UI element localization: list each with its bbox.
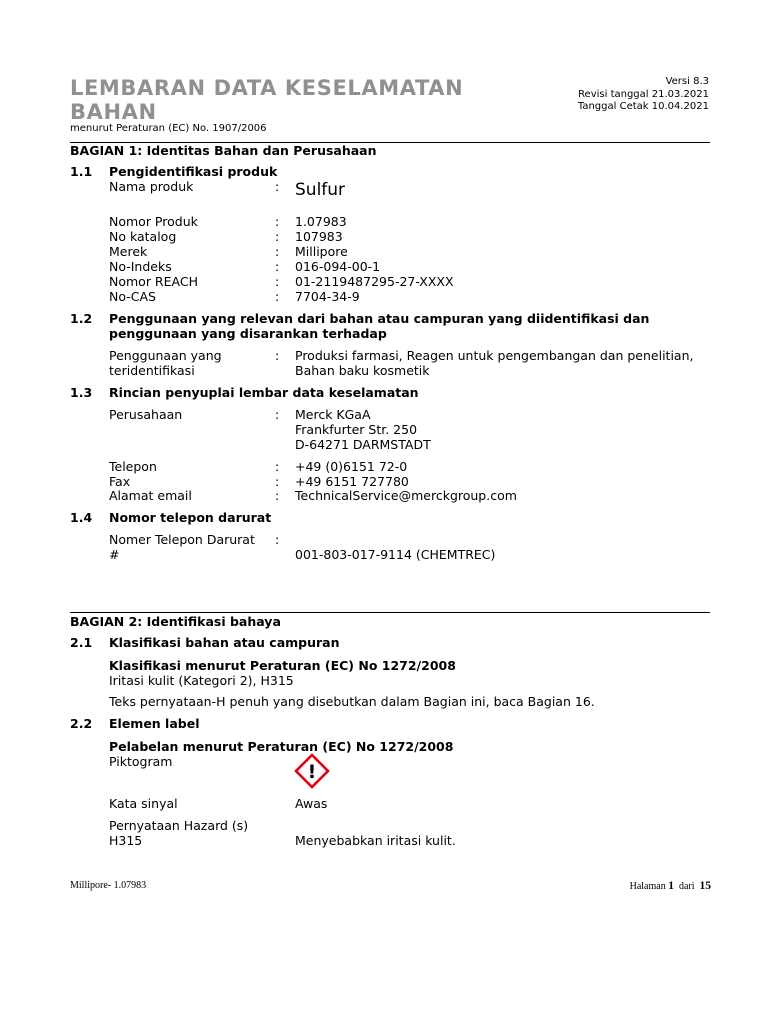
total-pages: 15 (699, 880, 711, 892)
title-line-2: BAHAN (70, 100, 157, 124)
colon: : (275, 532, 280, 547)
section-2-heading: BAGIAN 2: Identifikasi bahaya (70, 614, 281, 629)
cas-number-value: 7704-34-9 (295, 289, 360, 304)
labelling-regulation-heading: Pelabelan menurut Peraturan (EC) No 1272/2008 (109, 739, 454, 754)
colon: : (275, 179, 280, 194)
document-meta (578, 76, 709, 114)
fax-label: Fax (109, 474, 131, 489)
reach-number-label: Nomor REACH (109, 274, 198, 289)
section-2-divider (70, 612, 710, 613)
identified-use-value-line-1: Produksi farmasi, Reagen untuk pengembangan dan penelitian, (295, 348, 694, 363)
hazard-statement-label: Pernyataan Hazard (s) (109, 818, 249, 833)
colon: : (275, 348, 280, 363)
colon: : (275, 229, 280, 244)
current-page: 1 (668, 880, 674, 892)
identified-use-label-line-1: Penggunaan yang (109, 348, 222, 363)
revision-date: Revisi tanggal 21.03.2021 (578, 88, 709, 100)
fax-value: +49 6151 727780 (295, 474, 409, 489)
signal-word-label: Kata sinyal (109, 796, 178, 811)
company-label: Perusahaan (109, 407, 183, 422)
identified-use-label-line-2: teridentifikasi (109, 363, 195, 378)
section-1-2-title-line-2: penggunaan yang disarankan terhadap (109, 326, 387, 341)
section-2-2-title: Elemen label (109, 716, 200, 731)
section-2-1-number: 2.1 (70, 635, 93, 650)
colon: : (275, 289, 280, 304)
email-label: Alamat email (109, 488, 192, 503)
page-word: Halaman (629, 881, 666, 892)
colon: : (275, 474, 280, 489)
company-name: Merck KGaA (295, 407, 371, 422)
colon: : (275, 459, 280, 474)
section-1-4-number: 1.4 (70, 510, 93, 525)
company-street: Frankfurter Str. 250 (295, 422, 418, 437)
emergency-phone-value: 001-803-017-9114 (CHEMTREC) (295, 547, 496, 562)
cas-number-label: No-CAS (109, 289, 156, 304)
pictogram-exclamation: ! (307, 761, 317, 783)
section-1-1-number: 1.1 (70, 164, 93, 179)
classification-value: Iritasi kulit (Kategori 2), H315 (109, 673, 294, 688)
section-1-2-number: 1.2 (70, 311, 93, 326)
section-2-1-title: Klasifikasi bahan atau campuran (109, 635, 340, 650)
footer-product: Millipore- 1.07983 (70, 880, 147, 891)
print-date: Tanggal Cetak 10.04.2021 (577, 101, 709, 112)
title-line-1: LEMBARAN DATA KESELAMATAN (70, 76, 464, 100)
footer-page-number (630, 880, 711, 892)
identified-use-value-line-2: Bahan baku kosmetik (295, 363, 430, 378)
reach-number-value: 01-2119487295-27-XXXX (295, 274, 454, 289)
product-number-label: Nomor Produk (109, 214, 198, 229)
colon: : (275, 214, 280, 229)
document-title (70, 76, 490, 124)
catalog-number-label: No katalog (109, 229, 177, 244)
brand-label: Merek (109, 244, 148, 259)
exclamation-mark-pictogram-icon (294, 753, 330, 789)
section-1-3-number: 1.3 (70, 385, 93, 400)
regulation-subtitle: menurut Peraturan (EC) No. 1907/2006 (70, 123, 267, 134)
colon: : (275, 407, 280, 422)
brand-value: Millipore (295, 244, 348, 259)
email-value[interactable]: TechnicalService@merckgroup.com (295, 488, 517, 503)
index-number-value: 016-094-00-1 (295, 259, 381, 274)
emergency-phone-label-line-1: Nomer Telepon Darurat (109, 532, 255, 547)
phone-label: Telepon (109, 459, 157, 474)
section-1-1-title: Pengidentifikasi produk (109, 164, 278, 179)
product-name-label: Nama produk (109, 179, 194, 194)
colon: : (275, 488, 280, 503)
section-1-2-title-line-1: Penggunaan yang relevan dari bahan atau campuran yang diidentifikasi dan (109, 311, 650, 326)
version: Versi 8.3 (665, 76, 709, 87)
colon: : (275, 274, 280, 289)
colon: : (275, 259, 280, 274)
catalog-number-value: 107983 (295, 229, 343, 244)
hazard-text: Menyebabkan iritasi kulit. (295, 833, 456, 848)
section-1-3-title: Rincian penyuplai lembar data keselamatan (109, 385, 419, 400)
section-1-4-title: Nomor telepon darurat (109, 510, 272, 525)
colon: : (275, 244, 280, 259)
product-number-value: 1.07983 (295, 214, 347, 229)
section-2-2-number: 2.2 (70, 716, 93, 731)
pictogram-label: Piktogram (109, 754, 173, 769)
company-city: D-64271 DARMSTADT (295, 437, 431, 452)
product-name-value: Sulfur (295, 180, 346, 200)
index-number-label: No-Indeks (109, 259, 172, 274)
signal-word-value: Awas (295, 796, 328, 811)
emergency-phone-label-line-2: # (109, 547, 120, 562)
phone-value: +49 (0)6151 72-0 (295, 459, 408, 474)
hazard-code: H315 (109, 833, 143, 848)
h-statement-note: Teks pernyataan-H penuh yang disebutkan dalam Bagian ini, baca Bagian 16. (109, 694, 595, 709)
section-1-heading: BAGIAN 1: Identitas Bahan dan Perusahaan (70, 143, 377, 158)
of-word: dari (678, 881, 695, 892)
classification-regulation-heading: Klasifikasi menurut Peraturan (EC) No 1272/2008 (109, 658, 456, 673)
